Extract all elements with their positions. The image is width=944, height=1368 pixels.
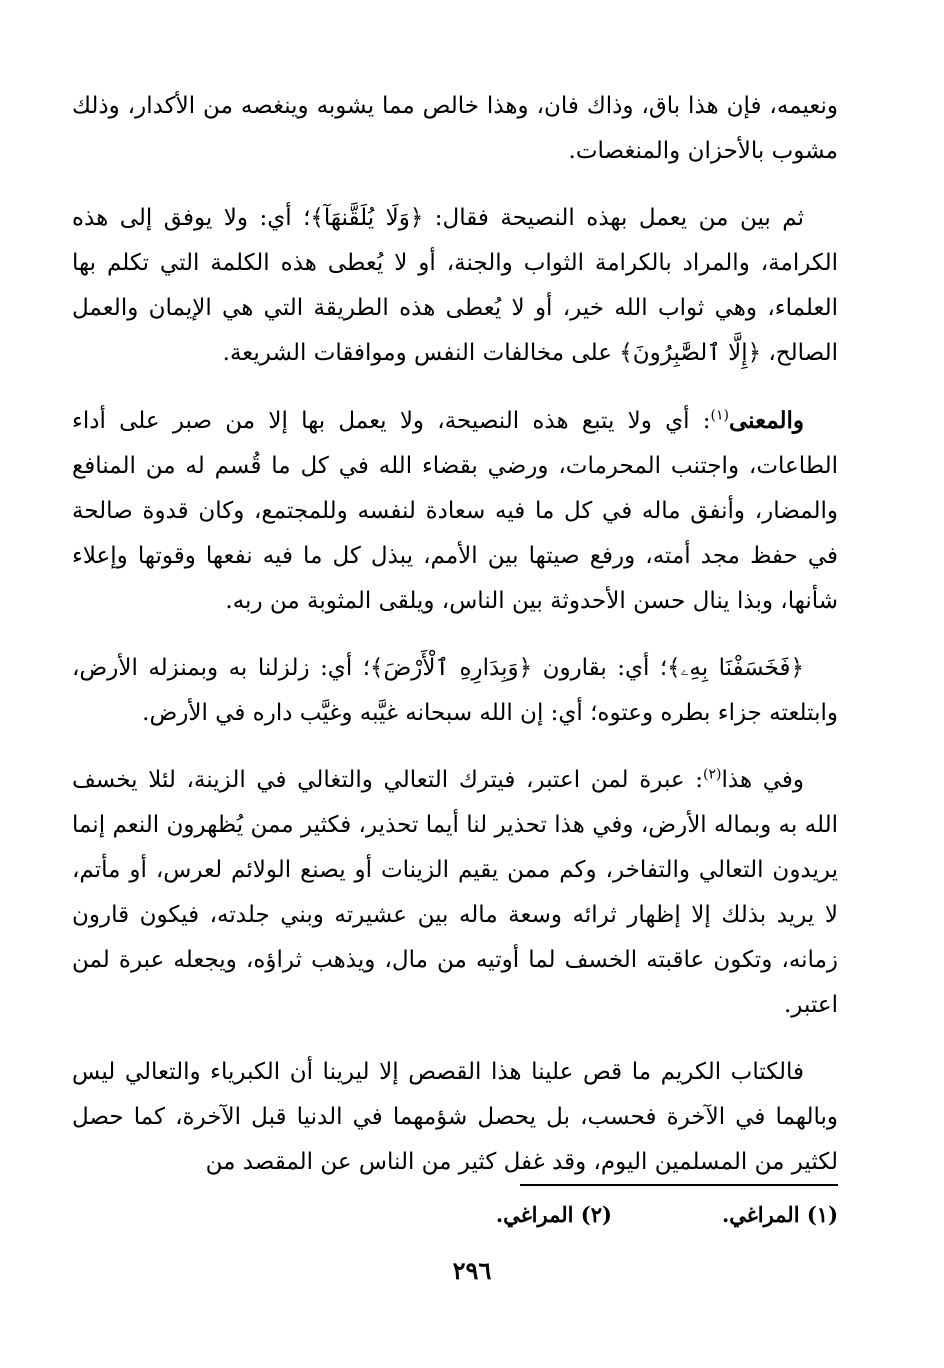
paragraph-1-text: ونعيمه، فإن هذا باق، وذاك فان، وهذا خالص مما يشوبه وينغصه من الأكدار، وذلك مشوب بالأحزان والمنغصات.	[72, 93, 839, 164]
paragraph-6	[72, 1050, 838, 1185]
footnotes	[386, 1202, 838, 1227]
paragraph-3	[72, 398, 838, 624]
paragraph-6-text: فالكتاب الكريم ما قص علينا هذا القصص إلا ليرينا أن الكبرياء والتعالي ليس وبالهما في الآخرة فحسب، بل يحصل شؤمهما في الدنيا قبل الآخرة، كما حصل لكثير من المسلمين اليوم، وقد غفل كثير من الناس عن المقصد من	[72, 1059, 838, 1175]
paragraph-5	[72, 758, 838, 1028]
page-number: ٢٩٦	[452, 1256, 492, 1285]
paragraph-3-text: : أي ولا يتبع هذه النصيحة، ولا يعمل بها إلا من صبر على أداء الطاعات، واجتنب المحرمات، ورضي بقضاء الله في كل ما قُسم له من المنافع والمضار، وأنفق ماله في كل ما فيه سعادة لنفسه وللمجتمع، وكان قدوة صالحة في حفظ مجد أمته، ورفع صيتها بين الأمم، يبذل كل ما فيه نفعها وقوتها وإعلاء شأنها، وبذا ينال حسن الأحدوثة بين الناس، ويلقى المثوبة من ربه.	[72, 408, 838, 614]
footnote-separator	[520, 1184, 838, 1186]
paragraph-5-text: : عبرة لمن اعتبر، فيترك التعالي والتغالي في الزينة، لئلا يخسف الله به وبماله الأرض، وفي هذا تحذير لنا أيما تحذير، فكثير ممن يُظهرون النعم إنما يريدون التعالي والتفاخر، وكم ممن يقيم الزينات أو يصنع الولائم لعرس، أو مأتم، لا يريد بذلك إلا إظهار ثرائه وسعة ماله بين عشيرته وبني جلدته، فيكون قارون زمانه، وتكون عاقبته الخسف لما أوتيه من مال، ويذهب ثراؤه، ويجعله عبرة لمن اعتبر.	[72, 767, 838, 1018]
paragraph-2-text: ثم بين من يعمل بهذه النصيحة فقال: ﴿وَلَا يُلَقَّنهَآ﴾؛ أي: ولا يوفق إلى هذه الكرامة، والمراد بالكرامة الثواب والجنة، أو لا يُعطى هذه الكلمة التي تكلم بها العلماء، وهي ثواب الله خير، أو لا يُعطى هذه الطريقة التي هي الإيمان والعمل الصالح، ﴿إِلَّا ٱلصَّٰبِرُونَ﴾ على مخالفات النفس وموافقات الشريعة.	[72, 205, 838, 366]
paragraph-4	[72, 646, 838, 736]
paragraph-3-lead: والمعنى	[728, 407, 804, 434]
footnote-ref-1: (١)	[710, 407, 729, 424]
paragraph-5-lead: وفي هذا	[721, 767, 804, 793]
main-text	[72, 84, 838, 1207]
paragraph-1	[72, 84, 838, 174]
footnote-ref-2: (٢)	[703, 766, 722, 783]
paragraph-2	[72, 196, 838, 376]
footnote-1: (١) المراغي.	[721, 1202, 838, 1227]
footnote-2: (٢) المراغي.	[495, 1202, 612, 1227]
paragraph-4-text: ﴿فَخَسَفْنَا بِهِۦ﴾؛ أي: بقارون ﴿وَبِدَارِهِ ٱلْأَرْضَ﴾؛ أي: زلزلنا به وبمنزله الأرض، وابتلعته جزاء بطره وعتوه؛ أي: إن الله سبحانه غيَّبه وغيَّب داره في الأرض.	[72, 655, 838, 726]
